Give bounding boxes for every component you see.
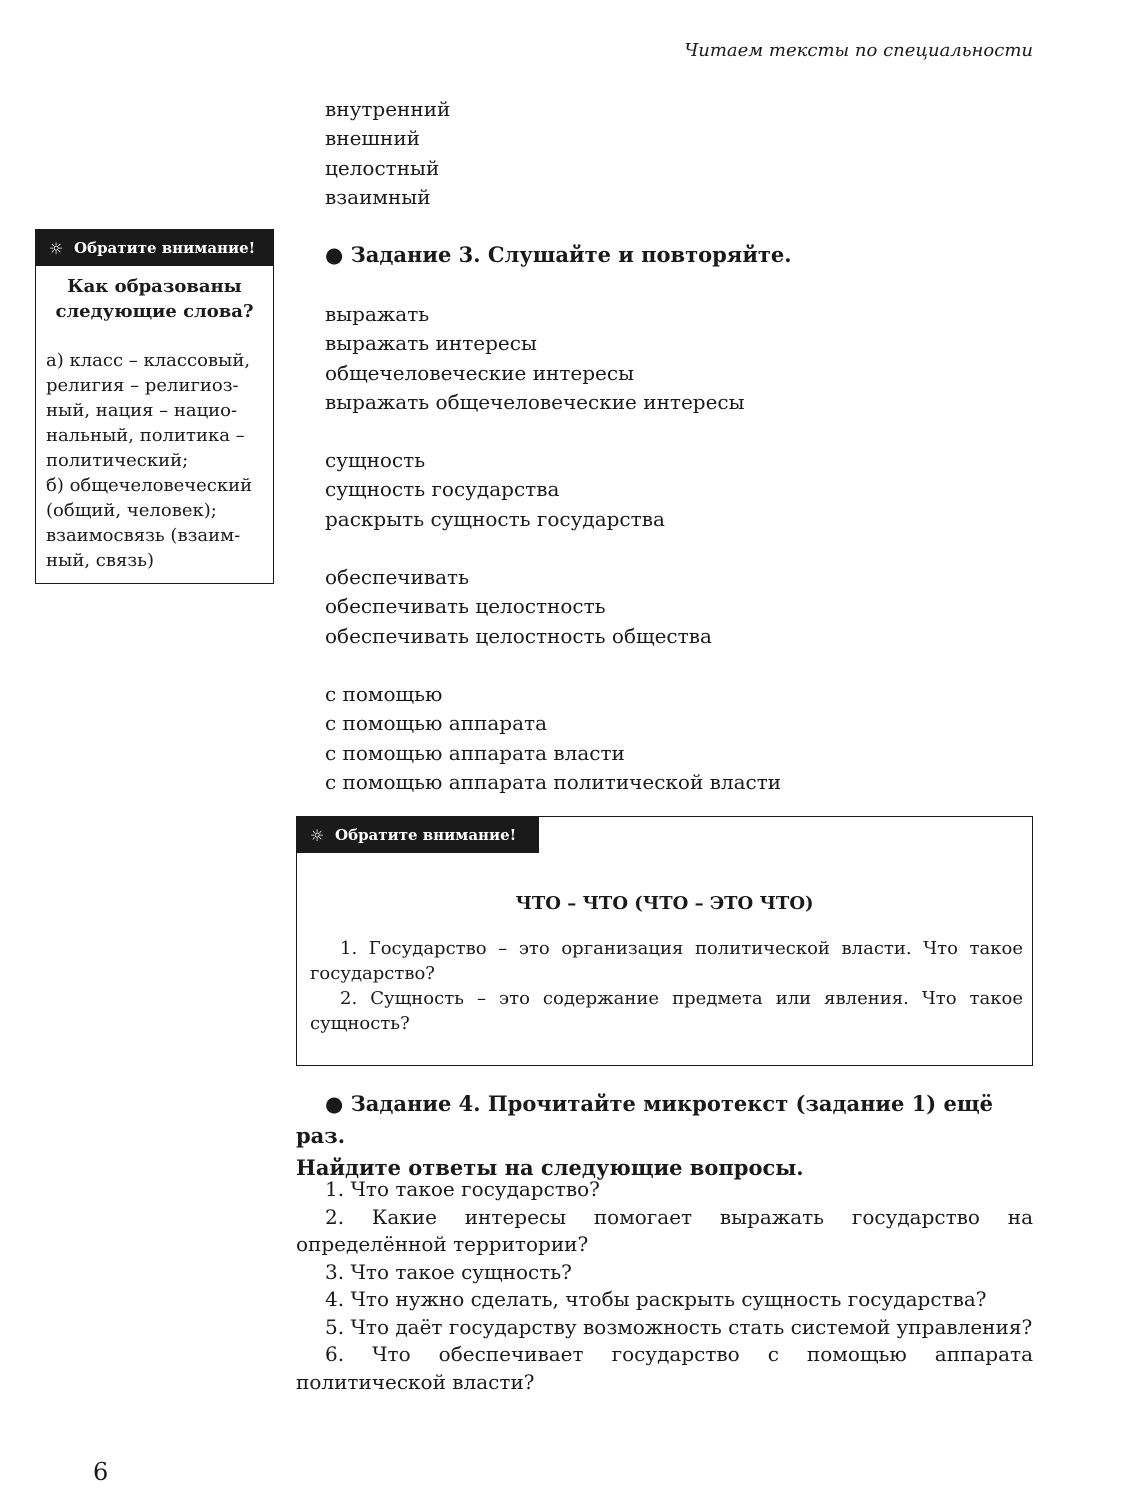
sidebar-note-line: ный, связь) (46, 550, 154, 571)
running-header: Читаем тексты по специальности (684, 40, 1033, 61)
phrase-item: сущность (325, 448, 426, 472)
phrase-item: выражать общечеловеческие интересы (325, 389, 745, 414)
phrase-item: с помощью аппарата власти (325, 740, 625, 765)
sidebar-note-line: политический; (46, 450, 189, 471)
phrase-item: обеспечивать целостность (325, 594, 606, 619)
phrase-item: выражать (325, 302, 430, 326)
phrase-item: общечеловеческие интересы (325, 360, 635, 385)
word-item: внутренний (325, 97, 451, 121)
sidebar-note (35, 229, 274, 584)
phrase-item: с помощью аппарата политической власти (325, 769, 782, 794)
sidebar-note-heading-text: Обратите внимание! (74, 239, 256, 257)
task4-title-line2: Найдите ответы на следующие вопросы. (296, 1155, 804, 1180)
page-number: 6 (93, 1458, 109, 1486)
sidebar-note-line: ный, нация – нацио- (46, 400, 238, 421)
task3-title: Задание 3. Слушайте и повторяйте. (350, 242, 792, 267)
attention-box-heading (297, 817, 539, 853)
attention-item: 2. Сущность – это содержание предмета или явления. Что такое сущность? (310, 988, 1023, 1034)
sidebar-note-line: религия – религиоз- (46, 375, 239, 396)
question-item: 6. Что обеспечивает государство с помощью аппарата политической власти? (296, 1342, 1033, 1394)
phrase-item: раскрыть сущность государства (325, 506, 665, 531)
attention-box (296, 816, 1033, 1066)
wordlist-top (325, 95, 450, 212)
bullet-marker: ● (325, 242, 344, 267)
sidebar-note-line: (общий, человек); (46, 500, 217, 521)
sidebar-note-title: Как образованы следующие слова? (55, 276, 254, 322)
gear-icon: ☼ (48, 238, 64, 258)
phrase-item: с помощью аппарата (325, 711, 548, 736)
task3-group-2 (325, 446, 665, 534)
attention-box-title: ЧТО – ЧТО (ЧТО – ЭТО ЧТО) (515, 893, 814, 914)
task4-title-line1: Задание 4. Прочитайте микротекст (задание 1) ещё раз. (296, 1091, 993, 1148)
phrase-item: обеспечивать целостность общества (325, 623, 712, 648)
sidebar-note-heading (36, 230, 273, 266)
word-item: взаимный (325, 184, 431, 209)
attention-box-body (297, 936, 1032, 1036)
question-item: 5. Что даёт государству возможность стать системой управления? (325, 1314, 1033, 1339)
sidebar-note-line: взаимосвязь (взаим- (46, 525, 241, 546)
task3-heading (325, 242, 792, 267)
sidebar-note-line: нальный, политика – (46, 425, 245, 446)
sidebar-note-line: а) класс – классовый, (46, 350, 251, 371)
word-item: целостный (325, 155, 440, 180)
task3-group-3 (325, 563, 712, 651)
phrase-item: обеспечивать (325, 565, 469, 589)
task4-heading (296, 1088, 1033, 1184)
phrase-item: с помощью (325, 682, 443, 706)
word-item: внешний (325, 126, 421, 151)
sidebar-note-body (36, 348, 273, 573)
gear-icon: ☼ (309, 825, 325, 845)
phrase-item: выражать интересы (325, 331, 537, 356)
attention-item: 1. Государство – это организация политической власти. Что такое государство? (310, 938, 1023, 984)
attention-box-heading-text: Обратите внимание! (335, 826, 517, 844)
sidebar-note-line: б) общечеловеческий (46, 475, 253, 496)
bullet-marker: ● (325, 1091, 344, 1116)
question-item: 3. Что такое сущность? (325, 1259, 572, 1284)
task3-group-4 (325, 680, 781, 797)
task4-questions (296, 1176, 1033, 1396)
phrase-item: сущность государства (325, 477, 560, 502)
task3-group-1 (325, 300, 745, 417)
question-item: 1. Что такое государство? (325, 1177, 600, 1201)
question-item: 2. Какие интересы помогает выражать государство на определённой территории? (296, 1204, 1033, 1256)
question-item: 4. Что нужно сделать, чтобы раскрыть сущность государства? (325, 1287, 987, 1311)
